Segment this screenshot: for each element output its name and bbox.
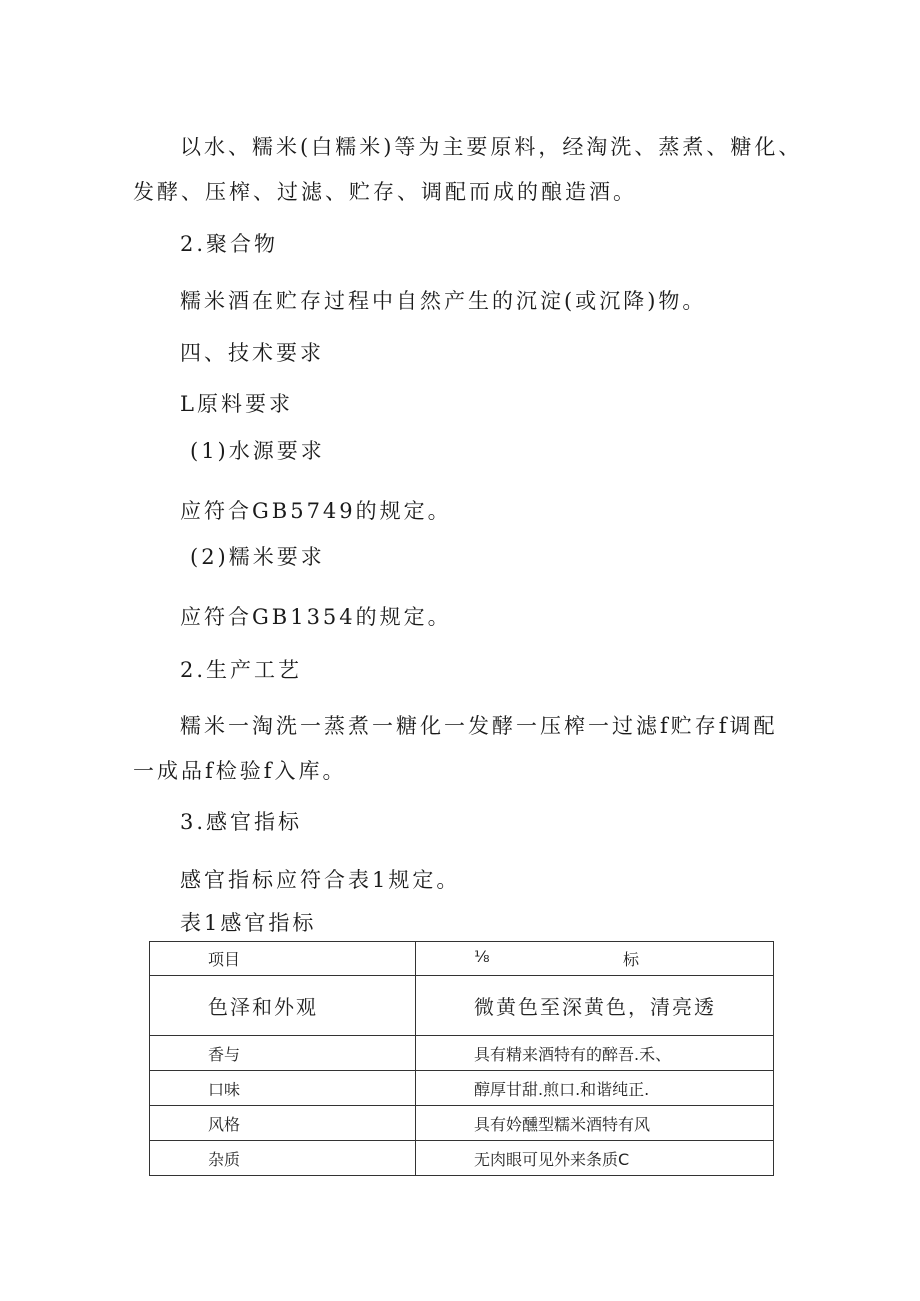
- table-header-row: [150, 942, 774, 976]
- row-value: 具有精来酒特有的醉吾.禾、: [416, 1036, 774, 1071]
- row-value: 无肉眼可见外来条质C: [416, 1141, 774, 1176]
- paragraph-definition-line1: 以水、糯米(白糯米)等为主要原料，经淘洗、蒸煮、糖化、: [180, 135, 803, 159]
- heading-production-process: 2.生产工艺: [180, 658, 303, 682]
- heading-sensory-indicators: 3.感官指标: [180, 810, 303, 834]
- row-item: 口味: [150, 1071, 416, 1106]
- row-item: 杂质: [150, 1141, 416, 1176]
- header-index-part-a: ⅛: [474, 947, 490, 966]
- heading-raw-materials: L原料要求: [180, 392, 293, 416]
- paragraph-definition-line2: 发酵、压榨、过滤、贮存、调配而成的酿造酒。: [133, 180, 637, 204]
- header-item: 项目: [150, 942, 416, 976]
- paragraph-process-line2: 一成品f检验f入库。: [133, 759, 347, 783]
- row-item: 色泽和外观: [150, 976, 416, 1036]
- heading-technical-requirements: 四、技术要求: [180, 341, 324, 365]
- row-item: 香与: [150, 1036, 416, 1071]
- heading-sediment: 2.聚合物: [180, 232, 279, 256]
- header-index-part-b: 标: [622, 950, 639, 969]
- table-row: [150, 1071, 774, 1106]
- paragraph-rice-standard: 应符合GB1354的规定。: [180, 605, 452, 629]
- heading-rice: (2)糯米要求: [190, 545, 325, 569]
- row-value: 醇厚甘甜.煎口.和谐纯正.: [416, 1071, 774, 1106]
- paragraph-sediment: 糯米酒在贮存过程中自然产生的沉淀(或沉降)物。: [180, 289, 707, 313]
- row-item: 风格: [150, 1106, 416, 1141]
- header-index: [416, 942, 774, 976]
- table-row: [150, 1141, 774, 1176]
- heading-water-source: (1)水源要求: [190, 439, 325, 463]
- table-row: [150, 1106, 774, 1141]
- row-value: 微黄色至深黄色，清亮透: [416, 976, 774, 1036]
- paragraph-process-line1: 糯米一淘洗一蒸煮一糖化一发酵一压榨一过滤f贮存f调配: [180, 714, 778, 738]
- table-row: [150, 1036, 774, 1071]
- sensory-table: [149, 941, 774, 1176]
- table-row: [150, 976, 774, 1036]
- table-caption: 表1感官指标: [180, 911, 317, 935]
- paragraph-water-standard: 应符合GB5749的规定。: [180, 499, 452, 523]
- row-value: 具有妗醺型糯米酒特有风: [416, 1106, 774, 1141]
- paragraph-sensory-reference: 感官指标应符合表1规定。: [180, 868, 461, 892]
